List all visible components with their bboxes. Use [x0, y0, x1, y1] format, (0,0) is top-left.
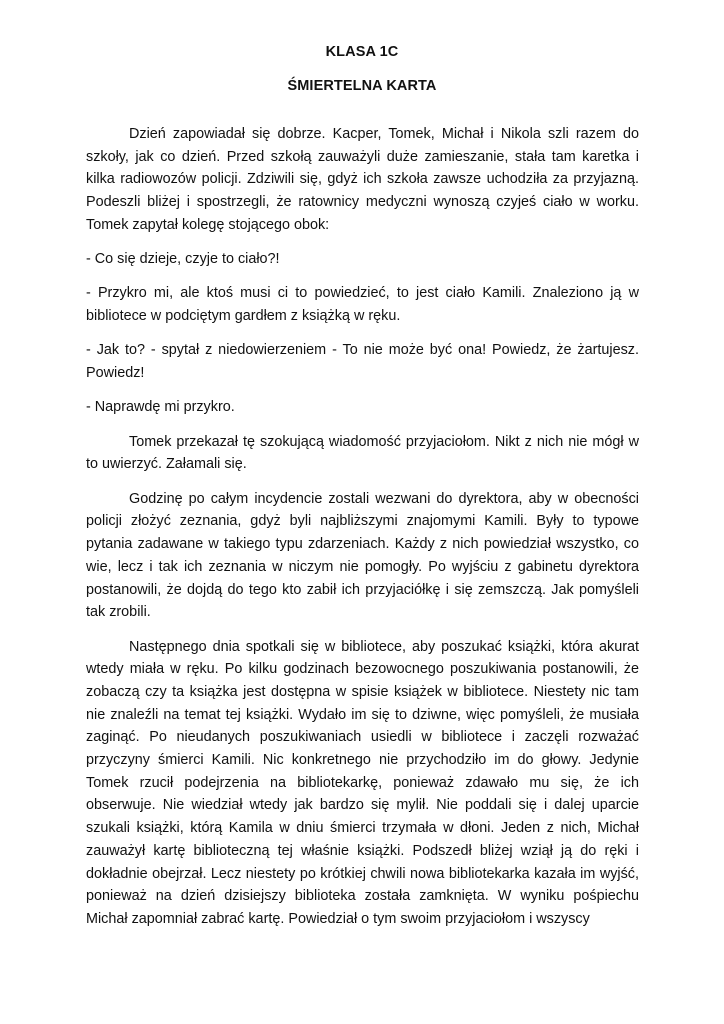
dialogue-line-3: - Jak to? - spytał z niedowierzeniem - To nie może być ona! Powiedz, że żartujesz. Powiedz! — [86, 342, 639, 382]
dialogue-line-2: - Przykro mi, ale ktoś musi ci to powiedzieć, to jest ciało Kamili. Znaleziono ją w bibliotece w podciętym gardłem z książką w ręku. — [86, 285, 639, 325]
paragraph-2: Tomek przekazał tę szokującą wiadomość przyjaciołom. Nikt z nich nie mógł w to uwierzyć. Załamali się. — [86, 433, 639, 473]
story-body — [86, 123, 639, 942]
paragraph-1: Dzień zapowiadał się dobrze. Kacper, Tomek, Michał i Nikola szli razem do szkoły, jak co dzień. Przed szkołą zauważyli duże zamieszanie, stała tam karetka i kilka radiowozów policji. Zdziwili się, gdyż ich szkoła zawsze uchodziła za przyjazną. Podeszli bliżej i spostrzegli, że ratownicy medyczni wynoszą czyjeś ciało w worku. Tomek zapytał kolegę stojącego obok: — [86, 126, 639, 233]
dialogue-line-1: - Co się dzieje, czyje to ciało?! — [86, 251, 280, 268]
dialogue-line-4: - Naprawdę mi przykro. — [86, 399, 235, 416]
story-title: ŚMIERTELNA KARTA — [287, 78, 437, 94]
paragraph-3: Godzinę po całym incydencie zostali wezwani do dyrektora, aby w obecności policji złożyć zeznania, gdyż byli najbliższymi znajomymi Kamili. Były to typowe pytania zadawane w takiego typu zdarzeniach. Każdy z nich powiedział wszystko, co wie, lecz i tak ich zeznania w niczym nie pomogły. Po wyjściu z gabinetu dyrektora postanowili, że dojdą do tego kto zabił ich przyjaciółkę i się zemszczą. Jak pomyśleli tak zrobili. — [86, 490, 639, 621]
class-label: KLASA 1C — [325, 44, 399, 60]
paragraph-4: Następnego dnia spotkali się w bibliotece, aby poszukać książki, która akurat wtedy miała w ręku. Po kilku godzinach bezowocnego poszukiwania postanowili, że zobaczą czy ta książka jest dostępna w spisie książek w bibliotece. Niestety nic tam nie znaleźli na temat tej książki. Wydało im się to dziwne, więc pomyśleli, że musiała zaginąć. Po nieudanych poszukiwaniach usiedli w bibliotece i zaczęli rozważać przyczyny śmierci Kamili. Nic konkretnego nie przychodziło im do głowy. Jedynie Tomek rzucił podejrzenia na bibliotekarkę, ponieważ zdawało mu się, że ich obserwuje. Nie wiedział wtedy jak bardzo się mylił. Nie poddali się i dalej uparcie szukali książki, którą Kamila w dniu śmierci trzymała w dłoni. Jeden z nich, Michał zauważył kartę biblioteczną tej właśnie książki. Podszedł bliżej wziął ją do ręki i dokładnie obejrzał. Lecz niestety po krótkiej chwili nowa bibliotekarka kazała im wyjść, ponieważ na dzień dzisiejszy biblioteka została zamknięta. W wyniku pośpiechu Michał zapomniał zabrać kartę. Powiedział o tym swoim przyjaciołom i wszyscy — [86, 638, 639, 927]
